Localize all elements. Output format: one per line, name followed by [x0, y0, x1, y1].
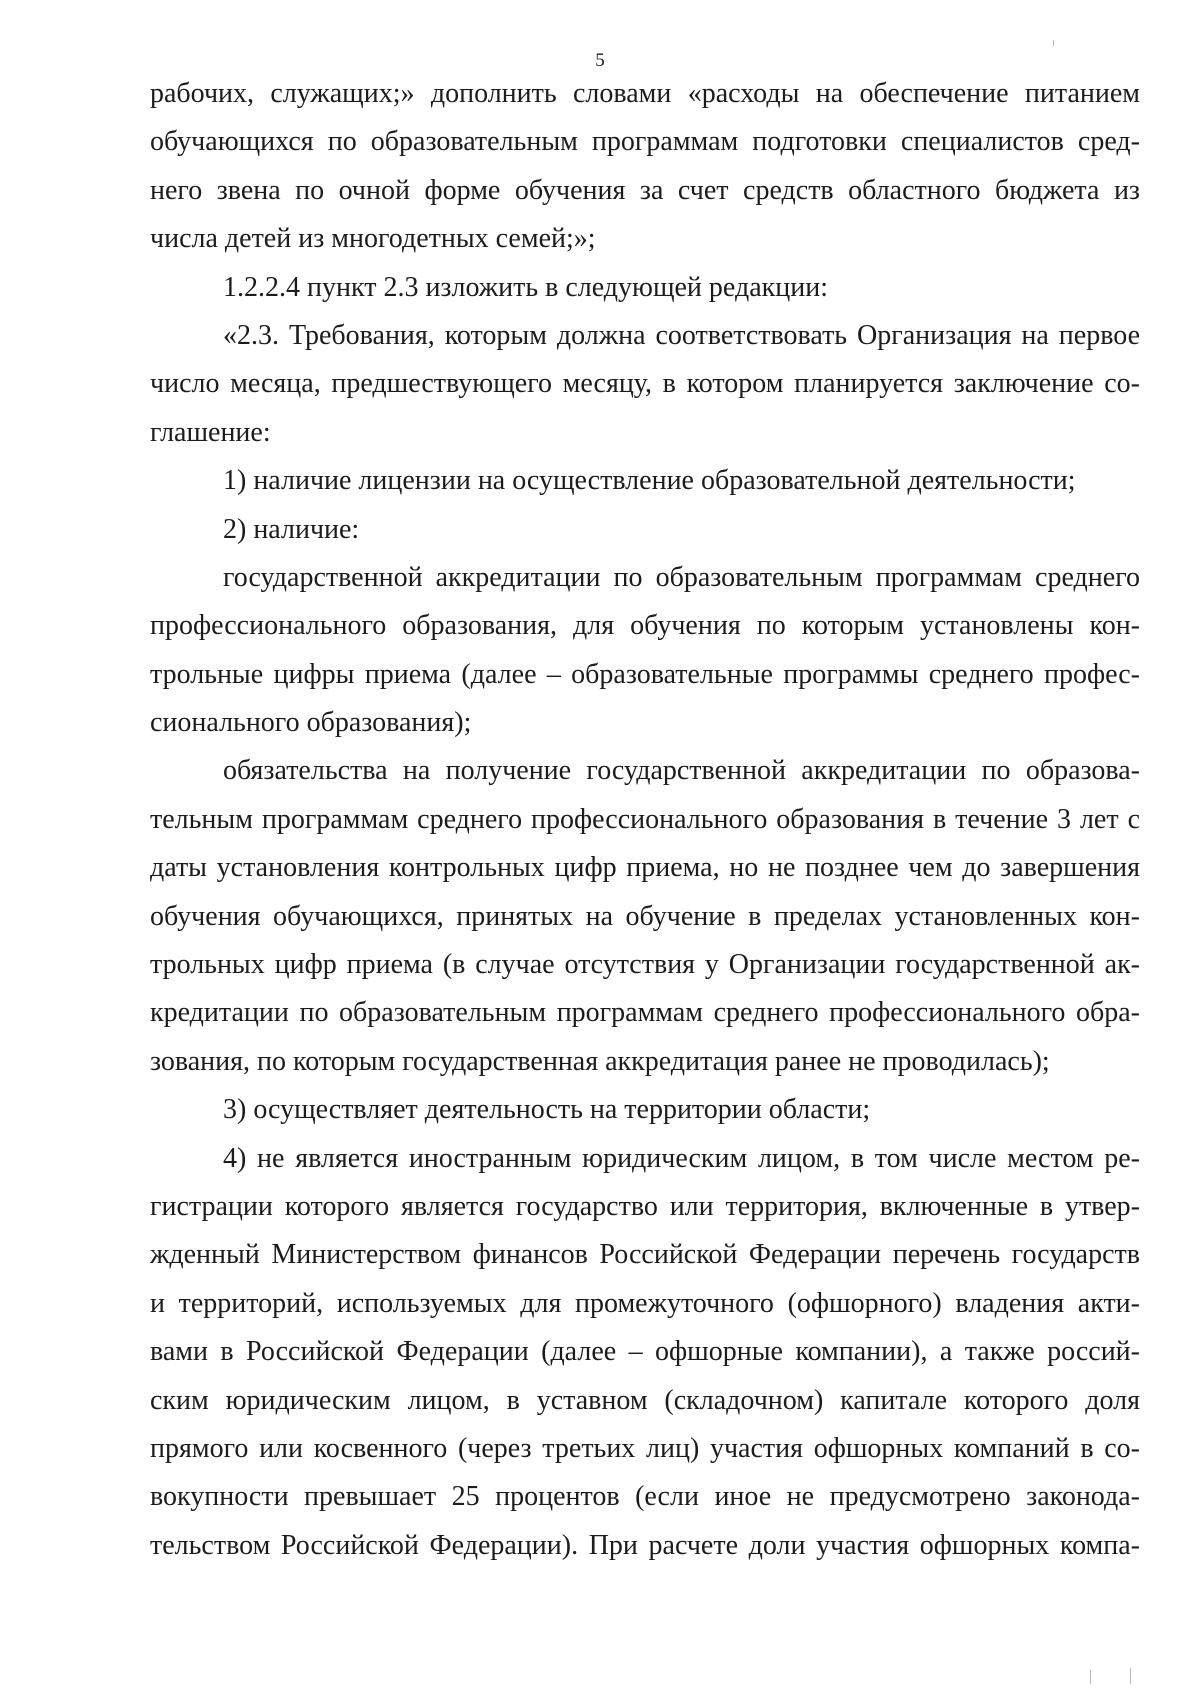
text-line: «2.3. Требования, которым должна соответствовать Организация на первое — [223, 319, 1140, 351]
page-number: 5 — [595, 50, 605, 71]
text-line: даты установления контрольных цифр приема, но не позднее чем до завершения — [150, 852, 1140, 884]
text-line: глашение: — [150, 416, 271, 448]
text-line: обучения обучающихся, принятых на обучение в пределах установленных кон- — [150, 900, 1140, 932]
text-line: тельным программам среднего профессионального образования в течение 3 лет с — [150, 803, 1140, 835]
text-line: 2) наличие: — [223, 513, 360, 545]
text-line: рабочих, служащих;» дополнить словами «расходы на обеспечение питанием — [150, 78, 1140, 109]
text-line: сионального образования); — [150, 707, 472, 739]
text-line: гистрации которого является государство или территория, включенные в утвер- — [150, 1190, 1140, 1222]
text-line: ским юридическим лицом, в уставном (складочном) капитале которого доля — [150, 1384, 1140, 1416]
text-line: тельством Российской Федерации). При расчете доли участия офшорных компа- — [150, 1529, 1140, 1561]
document-body — [150, 70, 1140, 1570]
scan-mark — [1053, 40, 1054, 46]
text-line: прямого или косвенного (через третьих лиц) участия офшорных компаний в со- — [150, 1432, 1140, 1464]
text-line: 1.2.2.4 пункт 2.3 изложить в следующей редакции: — [223, 271, 828, 303]
text-line: 3) осуществляет деятельность на территории области; — [223, 1094, 871, 1126]
text-line: 1) наличие лицензии на осуществление образовательной деятельности; — [223, 465, 1076, 497]
text-line: государственной аккредитации по образовательным программам среднего — [223, 561, 1140, 593]
text-line: него звена по очной форме обучения за счет средств областного бюджета из — [150, 174, 1140, 206]
text-line: 4) не является иностранным юридическим лицом, в том числе местом ре- — [223, 1142, 1140, 1174]
scan-mark — [1130, 1668, 1131, 1684]
text-line: жденный Министерством финансов Российской Федерации перечень государств — [150, 1239, 1140, 1271]
text-line: трольные цифры приема (далее – образовательные программы среднего профес- — [150, 658, 1140, 690]
text-line: зования, по которым государственная аккредитация ранее не проводилась); — [150, 1045, 1050, 1077]
text-line: обучающихся по образовательным программам подготовки специалистов сред- — [150, 126, 1140, 158]
text-line: профессионального образования, для обучения по которым установлены кон- — [150, 610, 1140, 642]
text-line: кредитации по образовательным программам среднего профессионального обра- — [150, 997, 1140, 1029]
text-line: и территорий, используемых для промежуточного (офшорного) владения акти- — [150, 1287, 1140, 1319]
text-line: вами в Российской Федерации (далее – офшорные компании), а также россий- — [150, 1336, 1140, 1368]
text-line: число месяца, предшествующего месяцу, в котором планируется заключение со- — [150, 368, 1140, 400]
scan-mark — [1090, 1670, 1091, 1684]
text-line: числа детей из многодетных семей;»; — [150, 223, 596, 255]
text-line: вокупности превышает 25 процентов (если иное не предусмотрено законода- — [150, 1481, 1140, 1513]
text-line: трольных цифр приема (в случае отсутствия у Организации государственной ак- — [150, 949, 1140, 981]
text-line: обязательства на получение государственной аккредитации по образова- — [223, 755, 1140, 787]
